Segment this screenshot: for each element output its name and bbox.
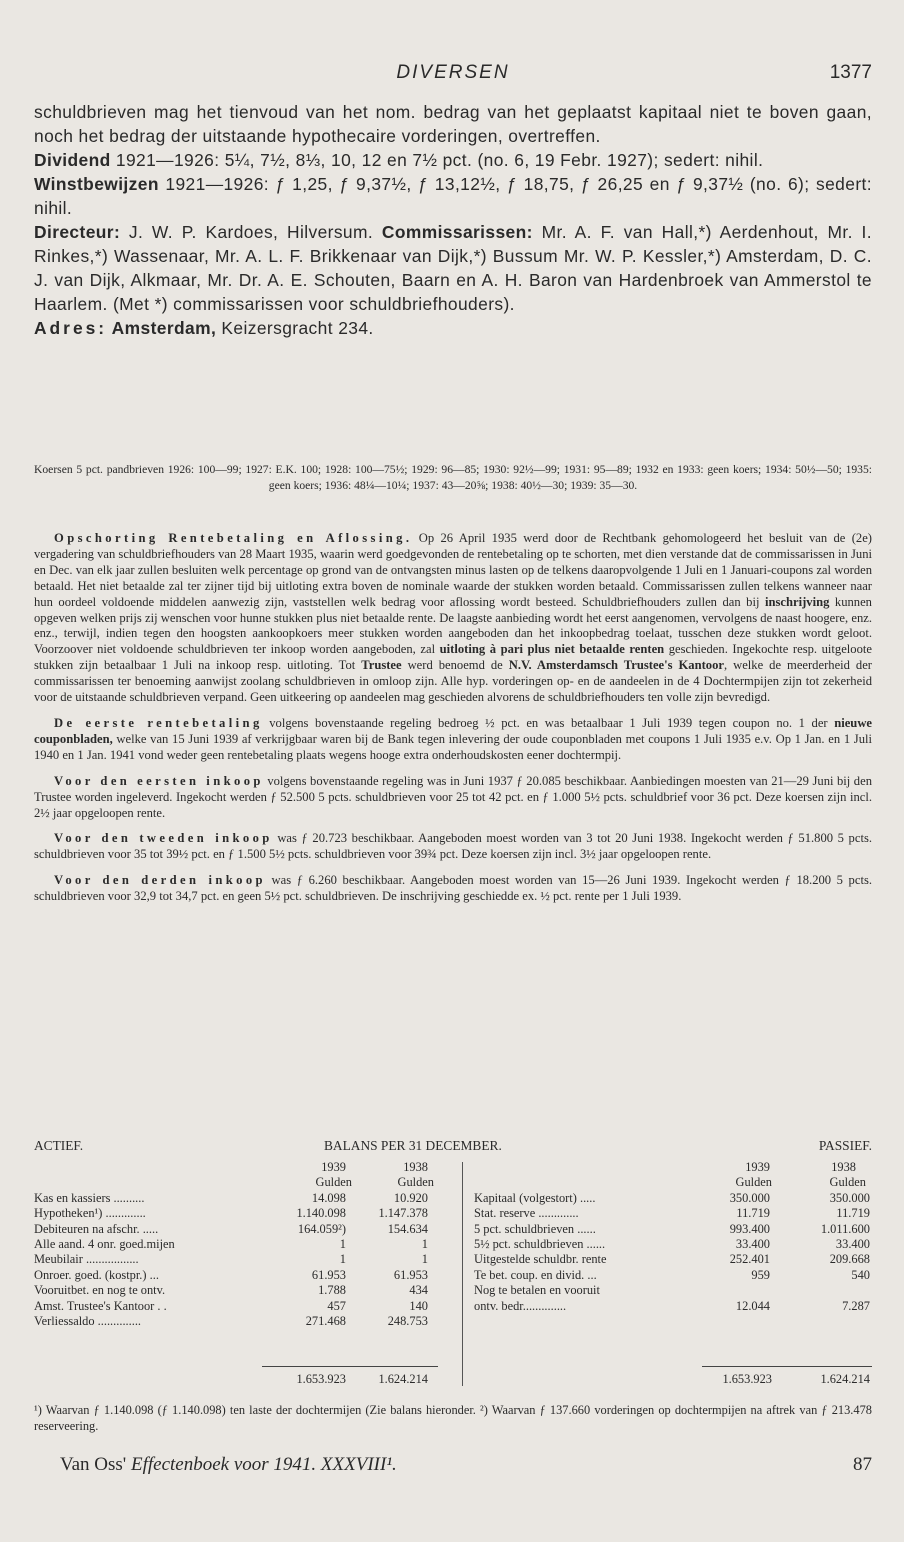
balance-value-1939: 1.140.098: [296, 1206, 346, 1221]
balance-row-label: Vooruitbet. en nog te ontv.: [34, 1283, 166, 1298]
inkoop3-label: Voor den derden inkoop: [54, 873, 266, 888]
column-divider: [462, 1162, 463, 1386]
balance-row: [474, 1283, 872, 1298]
balance-row: [474, 1237, 872, 1252]
balance-value-1938: 434: [409, 1283, 428, 1298]
actief-title: ACTIEF.: [34, 1138, 84, 1153]
balance-totals: [34, 1372, 872, 1388]
opschorting-text-b: kunnen opgeven welken prijs zij wenschen voor hunne stukken plus niet betaalde rente. De laagste aanbieding wordt het eerst aangenomen, vervolgens de naast hoogere, enz. enz., terwijl, indien tegen den hoogsten aankoopkoers meer stukken worden aangeboden dan het inkoopbedrag toelaat, tusschen deze stukken wordt geloot. Voorzoover niet voldoende schuldbrieven ter inkoop worden aangeboden, zal: [34, 594, 872, 657]
winstbewijzen-line: [34, 172, 872, 220]
balance-value-1938: 540: [851, 1267, 870, 1282]
trustee-term: Trustee: [361, 658, 402, 673]
balance-value-1938: 7.287: [842, 1298, 870, 1313]
opschorting-text-d: werd benoemd de: [401, 658, 509, 673]
liab-year-1939: 1939: [745, 1160, 770, 1174]
directeur-text: J. W. P. Kardoes, Hilversum.: [120, 222, 382, 242]
adres-city: Amsterdam,: [107, 318, 217, 338]
dividend-line: [34, 148, 872, 172]
balance-value-1939: 1: [339, 1252, 346, 1267]
inkoop2-label: Voor den tweeden inkoop: [54, 831, 273, 846]
uitloting-term: uitloting à pari plus niet betaalde renten: [439, 642, 665, 657]
assets-year-row: [34, 1160, 454, 1175]
assets-unit-1938: Gulden: [397, 1175, 434, 1190]
liab-unit-1938: Gulden: [829, 1175, 866, 1190]
assets-year-1938: 1938: [403, 1160, 428, 1174]
balance-row-label: Kas en kassiers ..........: [34, 1190, 145, 1205]
balance-value-1939: 164.059²): [297, 1221, 346, 1236]
adres-text: Keizersgracht 234.: [216, 318, 374, 338]
balance-row: [34, 1283, 454, 1298]
eerste-text-b: welke van 15 Juni 1939 af verkrijgbaar waren bij de Bank tegen inlevering der oude couponbladen met coupons 1 Juli 1935 e.v. Op 1 Jan. en 1 Juli 1940 en 1 Jan. 1941 vond weder geen rentebetaling plaats wegens hooge extra onderhoudskosten eener dochtermpij.: [34, 731, 872, 762]
balance-row-label: ontv. bedr..............: [474, 1298, 567, 1313]
balance-value-1939: 11.719: [736, 1206, 770, 1221]
balance-value-1939: 457: [327, 1298, 346, 1313]
balance-value-1938: 10.920: [393, 1190, 428, 1205]
balance-row: [474, 1206, 872, 1221]
balance-value-1938: 61.953: [393, 1267, 428, 1282]
inkoop1-label: Voor den eersten inkoop: [54, 773, 264, 788]
balance-row: [34, 1206, 454, 1221]
winstbewijzen-label: Winstbewijzen: [34, 174, 159, 194]
assets-year-1939: 1939: [321, 1160, 346, 1174]
balance-value-1938: 11.719: [836, 1206, 870, 1221]
balance-row-label: Onroer. goed. (kostpr.) ...: [34, 1267, 159, 1282]
balance-row: [474, 1222, 872, 1237]
balance-row-label: Hypotheken¹) .............: [34, 1206, 146, 1221]
couponbladen-term: nieuwe couponbladen,: [34, 715, 872, 746]
assets-rows: [34, 1191, 454, 1330]
assets-column: [34, 1160, 454, 1329]
balance-row-label: Stat. reserve .............: [474, 1206, 579, 1221]
inkoop2-text: was ƒ 20.723 beschikbaar. Aangeboden moest worden van 3 tot 20 Juni 1938. Ingekocht werden ƒ 51.800 5 pcts. schuldbrieven voor 35 tot 39½ pct. en ƒ 1.500 5½ pcts. schuldbrieven voor 39¾ pct. Deze koersen zijn incl. 3½ jaar opgeloopen rente.: [34, 831, 872, 862]
balance-value-1939: 959: [751, 1267, 770, 1282]
balance-value-1939: 33.400: [735, 1236, 770, 1251]
balance-value-1938: 1.147.378: [378, 1206, 428, 1221]
liab-year-1938: 1938: [831, 1160, 856, 1174]
balance-value-1938: 1: [421, 1252, 428, 1267]
balance-row: [474, 1299, 872, 1314]
balance-row-label: Alle aand. 4 onr. goed.mijen: [34, 1236, 175, 1251]
inkoop3-text: was ƒ 6.260 beschikbaar. Aangeboden moest worden van 15—26 Juni 1939. Ingekocht werden ƒ 18.200 5 pcts. schuldbrieven voor 32,9 tot 34,7 pct. en geen 5½ pct. schuldbrieven. De inschrijving geschiedde ex. ½ pct. rente per 1 Juli 1939.: [34, 873, 872, 904]
balance-row-label: Debiteuren na afschr. .....: [34, 1221, 159, 1236]
assets-unit-row: [34, 1175, 454, 1190]
liab-total-1938: 1.624.214: [820, 1372, 870, 1386]
balance-row: [34, 1252, 454, 1267]
liab-unit-1939: Gulden: [735, 1175, 772, 1190]
balance-value-1938: 1: [421, 1236, 428, 1251]
winstbewijzen-text: 1921—1926: ƒ 1,25, ƒ 9,37½, ƒ 13,12½, ƒ 18,75, ƒ 26,25 en ƒ 9,37½ (no. 6); sedert: nihil.: [34, 174, 872, 218]
commissarissen-label: Commissarissen:: [381, 222, 533, 242]
opschorting-paragraph: [34, 531, 872, 706]
balance-row: [474, 1268, 872, 1283]
inkoop3-paragraph: [34, 873, 872, 905]
opschorting-text-e: , welke de meerderheid der commissarissen ter benoeming aanwijst zoolang schuldbrieven in omloop zijn. Alle hyp. vorderingen op- en de aandeelen in de 4 Dochtermpijen zijn tot zekerheid voor de uitstaande schuldbrieven verpand. Geen uitkeering op aandeelen mag geschieden alvorens de schuldbriefhouders ten volle zijn bevredigd.: [34, 658, 873, 705]
book-title: Effectenboek voor 1941.: [130, 1454, 317, 1475]
opschorting-label: Opschorting Rentebetaling en Aflossing.: [54, 531, 413, 545]
balance-row-label: Verliessaldo ..............: [34, 1313, 142, 1328]
balance-value-1938: 209.668: [829, 1252, 870, 1267]
intro-paragraph: schuldbrieven mag het tienvoud van het nom. bedrag van het geplaatst kapitaal niet te boven gaan, noch het bedrag der uitstaande hypothecaire vorderingen, overtreffen.: [34, 102, 872, 146]
kantoor-term: N.V. Amsterdamsch Trustee's Kantoor: [508, 658, 724, 673]
liabilities-year-row: [474, 1160, 872, 1175]
inkoop1-paragraph: [34, 774, 872, 822]
footer-page-number: 87: [853, 1454, 872, 1475]
balance-value-1938: 33.400: [835, 1236, 870, 1251]
balance-row-label: Kapitaal (volgestort) .....: [474, 1190, 596, 1205]
inschrijving-term: inschrijving: [765, 594, 830, 609]
volume: XXXVIII¹.: [320, 1454, 397, 1475]
eerste-rentebetaling-paragraph: [34, 716, 872, 764]
assets-unit-1939: Gulden: [315, 1175, 352, 1190]
page-number: 1377: [829, 62, 872, 83]
balance-value-1938: 248.753: [387, 1313, 428, 1328]
page-footer: [60, 1454, 872, 1482]
balance-value-1938: 1.011.600: [820, 1221, 870, 1236]
balance-row: [34, 1314, 454, 1329]
balance-row-label: 5½ pct. schuldbrieven ......: [474, 1236, 606, 1251]
inkoop2-paragraph: [34, 831, 872, 863]
liabilities-rows: [474, 1191, 872, 1314]
eerste-text-a: volgens bovenstaande regeling bedroeg ½ pct. en was betaalbaar 1 Juli 1939 tegen coupon no. 1 der: [262, 715, 835, 730]
inkoop1-text: volgens bovenstaande regeling was in Juni 1937 ƒ 20.085 beschikbaar. Aanbiedingen moesten van 21—29 Juni bij den Trustee worden ingeleverd. Ingekocht werden ƒ 52.500 5 pcts. schuldbrieven voor 25 tot 42 pct. en ƒ 1.000 5½ pcts. schuldbrief voor 36 pct. Deze koersen zijn incl. 2½ jaar opgeloopen rente.: [34, 773, 872, 820]
liabilities-unit-row: [474, 1175, 872, 1190]
balance-row-label: Uitgestelde schuldbr. rente: [474, 1252, 607, 1267]
liab-total-1939: 1.653.923: [722, 1372, 772, 1386]
balance-row: [34, 1237, 454, 1252]
liabilities-total-rule: [702, 1366, 872, 1367]
balance-value-1938: 350.000: [829, 1190, 870, 1205]
balance-value-1939: 993.400: [729, 1221, 770, 1236]
balance-value-1938: 140: [409, 1298, 428, 1313]
balance-value-1939: 350.000: [729, 1190, 770, 1205]
balance-header: [34, 1138, 872, 1158]
balance-row-label: Nog te betalen en vooruit: [474, 1283, 600, 1298]
opschorting-text-a: Op 26 April 1935 werd door de Rechtbank gehomologeerd het besluit van de (2e) vergadering van schuldbriefhouders van 28 Maart 1935, waarin werd goedgevonden de rentebetaling op te schorten, met dien verstande dat de commissarissen in Juni en Dec. van elk jaar zullen besluiten welk percentage op grond van de ontvangsten minus lasten op de telkens daaropvolgende 1 Juli en 1 Januari-coupons zal worden betaald. Het niet betaalde zal ter zijner tijd bij uitloting extra boven de nominale waarde der stukken worden betaald. Commissarissen zullen telkens wanneer naar hun oordeel voldoende middelen aanwezig zijn, vaststellen welk bedrag voor aflossing wordt besteed. Schuldbriefhouders zullen dan bij: [34, 531, 873, 609]
opschorting-text-c: geschieden. Ingekochte resp. uitgeloote stukken zijn betaalbaar 1 Juli na inkoop resp. uitloting. Tot: [34, 642, 872, 673]
address-line: [34, 316, 872, 340]
dividend-label: Dividend: [34, 150, 111, 170]
balance-value-1939: 271.468: [305, 1313, 346, 1328]
balance-value-1938: 154.634: [387, 1221, 428, 1236]
balance-row-label: Te bet. coup. en divid. ...: [474, 1267, 597, 1282]
assets-total-rule: [262, 1366, 438, 1367]
commissarissen-text: Mr. A. F. van Hall,*) Aerdenhout, Mr. I. Rinkes,*) Wassenaar, Mr. A. L. F. Brikkenaar van Dijk,*) Bussum Mr. W. P. Kessler,*) Amsterdam, D. C. J. van Dijk, Alkmaar, Mr. Dr. A. E. Schouten, Baarn en A. H. Baron van Hardenbroek van Ammerstol te Haarlem. (Met *) commissarissen voor schuldbriefhouders).: [34, 222, 872, 314]
balance-row: [474, 1252, 872, 1267]
dividend-text: 1921—1926: 5¼, 7½, 8⅓, 10, 12 en 7½ pct. (no. 6, 19 Febr. 1927); sedert: nihil.: [110, 150, 764, 170]
liabilities-column: [474, 1160, 872, 1314]
balance-title: BALANS PER 31 DECEMBER.: [324, 1138, 502, 1153]
balance-row: [34, 1268, 454, 1283]
assets-total-1938: 1.624.214: [378, 1372, 428, 1386]
balance-row: [34, 1299, 454, 1314]
balance-row-label: 5 pct. schuldbrieven ......: [474, 1221, 596, 1236]
adres-label: Adres:: [34, 318, 108, 338]
publisher: Van Oss': [60, 1454, 127, 1475]
balance-row-label: Meubilair .................: [34, 1252, 139, 1267]
directeur-label: Directeur:: [34, 222, 121, 242]
eerste-label: De eerste rentebetaling: [54, 715, 263, 730]
management-line: [34, 220, 872, 316]
publication: [60, 1454, 397, 1476]
page-header: [34, 62, 872, 88]
assets-total-1939: 1.653.923: [296, 1372, 346, 1386]
balance-row-label: Amst. Trustee's Kantoor . .: [34, 1298, 167, 1313]
balance-value-1939: 12.044: [735, 1298, 770, 1313]
balance-value-1939: 1: [339, 1236, 346, 1251]
balance-value-1939: 1.788: [318, 1283, 346, 1298]
balance-row: [474, 1191, 872, 1206]
passief-title: PASSIEF.: [818, 1138, 872, 1153]
balance-value-1939: 14.098: [311, 1190, 346, 1205]
balance-row: [34, 1222, 454, 1237]
body-text: [34, 531, 872, 915]
price-history: Koersen 5 pct. pandbrieven 1926: 100—99; 1927: E.K. 100; 1928: 100—75½; 1929: 96—85; 1930: 92½—99; 1931: 95—89; 1932 en 1933: geen koers; 1934: 50½—50; 1935: geen koers; 1936: 48¼—10¼; 1937: 43—20⅝; 1938: 40½—30; 1939: 35—30.: [34, 463, 872, 492]
balance-sheet: [34, 1138, 872, 1388]
running-title: DIVERSEN: [396, 62, 510, 83]
balance-footnote: ¹) Waarvan ƒ 1.140.098 (ƒ 1.140.098) ten laste der dochtermijen (Zie balans hieronder. ²) Waarvan ƒ 137.660 vorderingen op dochtermpijen na aftrek van ƒ 213.478 reserveering.: [34, 1403, 872, 1433]
balance-row: [34, 1191, 454, 1206]
company-intro: [34, 100, 872, 340]
balance-value-1939: 61.953: [311, 1267, 346, 1282]
balance-value-1939: 252.401: [729, 1252, 770, 1267]
